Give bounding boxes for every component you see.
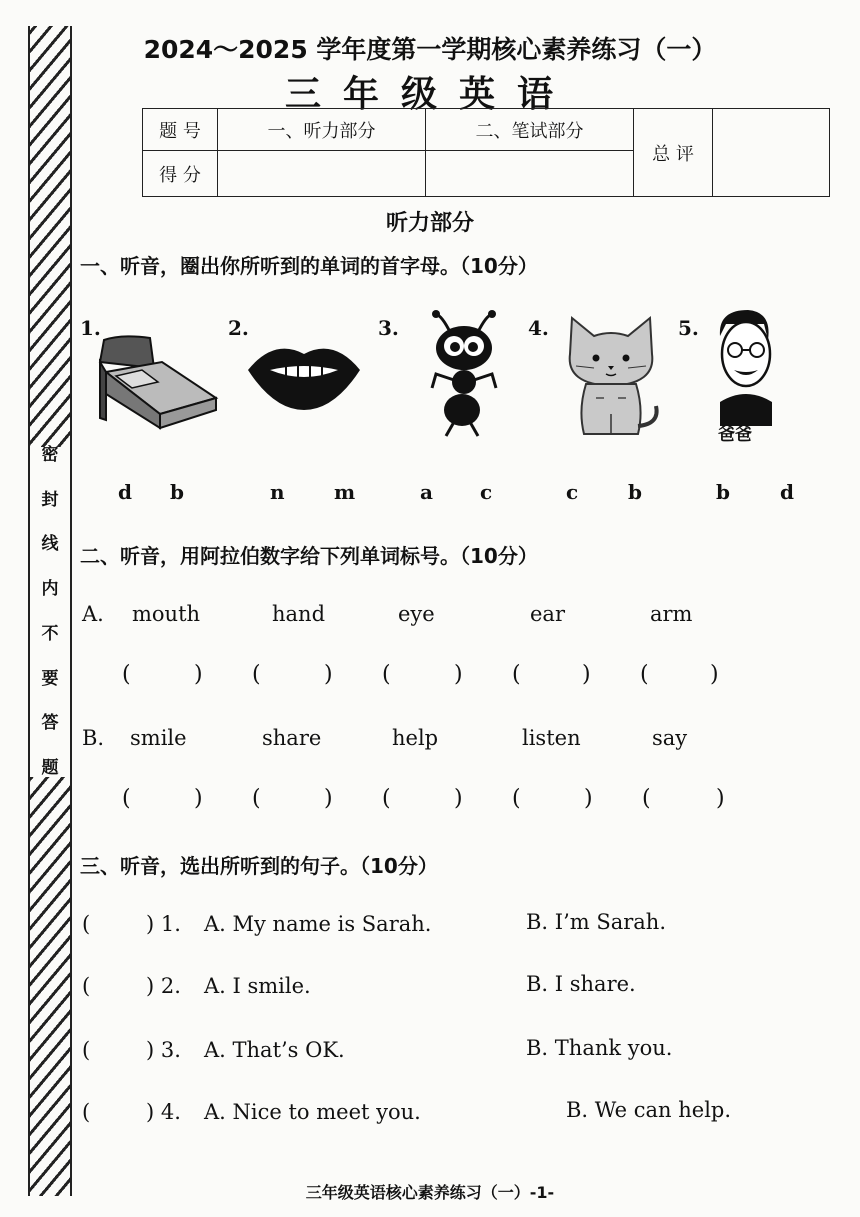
q3-option-b: B. I’m Sarah.: [526, 910, 667, 934]
exam-subject: 三年级英语: [284, 74, 575, 115]
q2-word: arm: [650, 602, 693, 626]
seal-char: 不: [41, 623, 59, 644]
score-table-row-label: 得 分: [143, 151, 218, 197]
q2-group-label: B.: [82, 726, 105, 750]
answer-paren-close: ): [716, 786, 725, 811]
seal-char: 题: [41, 757, 59, 778]
cat-icon: [556, 314, 666, 438]
q1-heading: 一、听音，圈出你所听到的单词的首字母。（10分）: [80, 254, 538, 278]
q1-item-number: 2.: [228, 316, 249, 340]
answer-paren-open[interactable]: (: [382, 662, 391, 687]
q2-heading: 二、听音，用阿拉伯数字给下列单词标号。（10分）: [80, 544, 538, 568]
seal-char: 内: [41, 579, 59, 600]
seal-line-text: [30, 447, 70, 777]
mouth-icon: [244, 334, 364, 414]
q1-option[interactable]: c: [566, 480, 579, 504]
q2-word: eye: [398, 602, 435, 626]
q1-item-number: 4.: [528, 316, 549, 340]
answer-paren-open[interactable]: (: [642, 786, 651, 811]
seal-char: 要: [41, 668, 59, 689]
q3-option-a: A. That’s OK.: [204, 1038, 345, 1062]
q2-word: say: [652, 726, 688, 750]
q3-heading: 三、听音，选出所听到的句子。（10分）: [80, 854, 438, 878]
seal-char: 答: [41, 713, 59, 734]
q1-option[interactable]: b: [170, 480, 184, 504]
q3-option-a: A. Nice to meet you.: [204, 1100, 421, 1124]
score-table-header: 二、笔试部分: [426, 109, 634, 151]
q2-word: help: [392, 726, 439, 750]
q1-option[interactable]: b: [628, 480, 642, 504]
score-table-header: 一、听力部分: [218, 109, 426, 151]
dad-icon: [706, 306, 786, 426]
q1-option[interactable]: a: [420, 480, 433, 504]
q3-item-number: ) 1.: [146, 912, 181, 936]
answer-paren-open[interactable]: (: [82, 1100, 91, 1124]
answer-paren-open[interactable]: (: [82, 974, 91, 998]
q3-option-b: B. I share.: [526, 972, 636, 996]
answer-paren-close: ): [454, 786, 463, 811]
q1-option[interactable]: d: [780, 480, 794, 504]
answer-paren-close: ): [194, 662, 203, 687]
writing-score-cell[interactable]: [426, 151, 634, 197]
answer-paren-open[interactable]: (: [252, 662, 261, 687]
answer-paren-open[interactable]: (: [512, 662, 521, 687]
section-title: 听力部分: [385, 211, 474, 236]
seal-char: 封: [41, 489, 59, 510]
q1-option[interactable]: n: [270, 480, 285, 504]
answer-paren-close: ): [194, 786, 203, 811]
answer-paren-close: ): [710, 662, 719, 687]
seal-char: 密: [41, 445, 59, 465]
q3-option-b: B. Thank you.: [526, 1036, 673, 1060]
q1-option[interactable]: b: [716, 480, 730, 504]
q3-option-a: A. My name is Sarah.: [204, 912, 432, 936]
q2-word: mouth: [132, 602, 201, 626]
answer-paren-close: ): [582, 662, 591, 687]
answer-paren-open[interactable]: (: [512, 786, 521, 811]
answer-paren-close: ): [584, 786, 593, 811]
q1-item-number: 1.: [80, 316, 101, 340]
answer-paren-open[interactable]: (: [82, 1038, 91, 1062]
bed-icon: [92, 332, 220, 432]
q1-option[interactable]: c: [480, 480, 493, 504]
page-footer: 三年级英语核心素养练习（一）-1-: [305, 1183, 555, 1202]
answer-paren-open[interactable]: (: [640, 662, 649, 687]
answer-paren-open[interactable]: (: [252, 786, 261, 811]
score-table-header: 总 评: [634, 109, 713, 197]
answer-paren-close: ): [324, 662, 333, 687]
total-score-cell[interactable]: [713, 109, 830, 197]
q2-word: share: [262, 726, 322, 750]
q2-word: ear: [530, 602, 565, 626]
q3-item-number: ) 2.: [146, 974, 181, 998]
q2-word: smile: [130, 726, 187, 750]
seal-char: 线: [41, 534, 59, 555]
exam-title: 2024～2025 学年度第一学期核心素养练习（一）: [143, 35, 717, 64]
q3-item-number: ) 3.: [146, 1038, 181, 1062]
ant-icon: [424, 310, 504, 438]
q2-group-label: A.: [82, 602, 104, 626]
answer-paren-open[interactable]: (: [122, 662, 131, 687]
answer-paren-close: ): [454, 662, 463, 687]
q1-option[interactable]: d: [118, 480, 132, 504]
q3-option-a: A. I smile.: [204, 974, 311, 998]
listening-score-cell[interactable]: [218, 151, 426, 197]
score-table: [142, 108, 830, 197]
q1-item-number: 5.: [678, 316, 699, 340]
dad-caption: 爸爸: [718, 425, 752, 445]
q2-word: hand: [272, 602, 326, 626]
q1-item-number: 3.: [378, 316, 399, 340]
answer-paren-open[interactable]: (: [122, 786, 131, 811]
q1-option[interactable]: m: [334, 480, 356, 504]
q2-word: listen: [522, 726, 581, 750]
q3-option-b: B. We can help.: [566, 1098, 732, 1122]
answer-paren-open[interactable]: (: [82, 912, 91, 936]
score-table-header: 题 号: [143, 109, 218, 151]
answer-paren-close: ): [324, 786, 333, 811]
answer-paren-open[interactable]: (: [382, 786, 391, 811]
q3-item-number: ) 4.: [146, 1100, 181, 1124]
